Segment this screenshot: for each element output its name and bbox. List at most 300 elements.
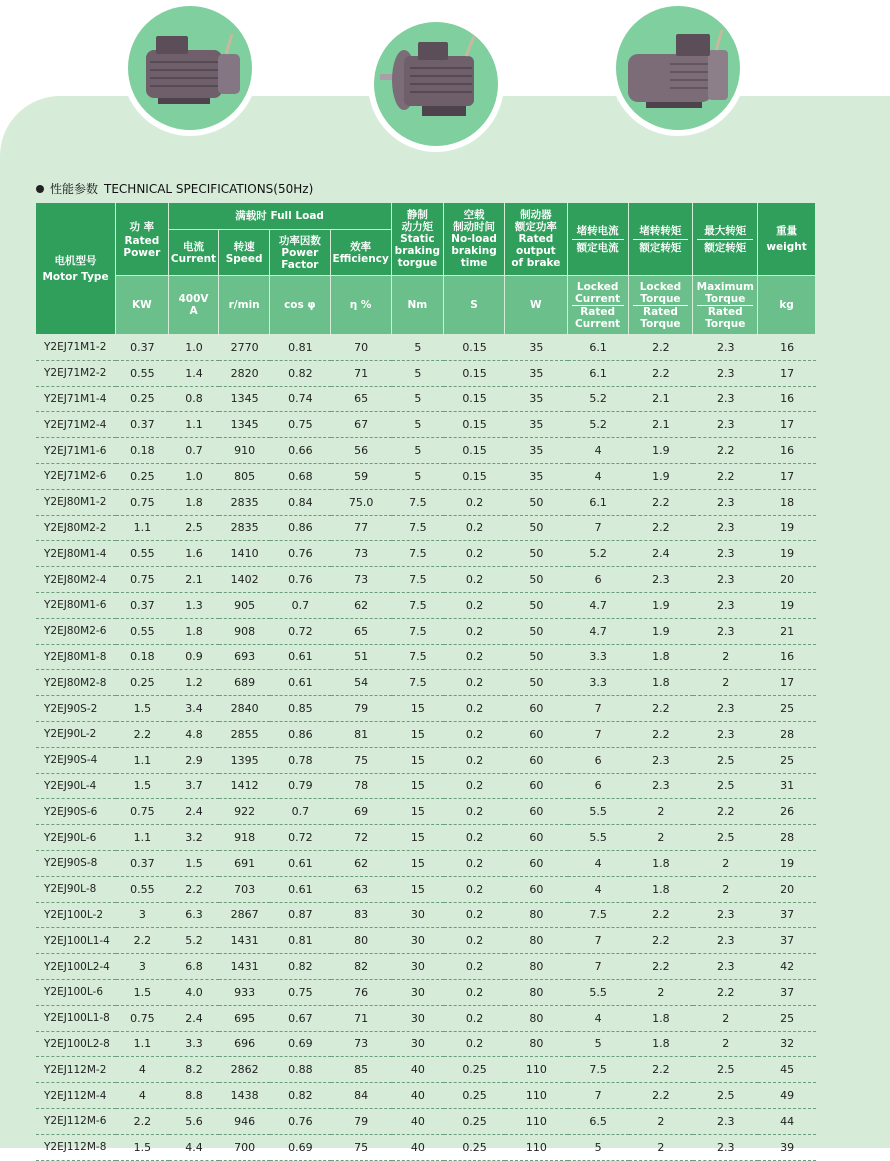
table-cell: 85	[331, 1057, 392, 1083]
table-cell: 75.0	[331, 490, 392, 516]
col-speed: 转速 Speed	[219, 230, 270, 276]
table-cell: 5.5	[568, 980, 629, 1006]
table-cell: 0.2	[444, 825, 505, 851]
table-cell: 0.7	[270, 593, 331, 619]
table-cell: 2835	[219, 516, 270, 542]
motor-type-cell: Y2EJ80M2-6	[36, 619, 116, 645]
table-cell: 73	[331, 541, 392, 567]
table-cell: 1.9	[629, 619, 694, 645]
table-cell: 4	[568, 851, 629, 877]
col-efficiency: 效率 Efficiency	[331, 230, 392, 276]
table-cell: 1.8	[629, 851, 694, 877]
table-cell: 2.2	[169, 877, 220, 903]
table-cell: 1438	[219, 1083, 270, 1109]
table-cell: 80	[331, 928, 392, 954]
table-cell: 0.2	[444, 619, 505, 645]
table-row	[36, 877, 816, 903]
table-cell: 40	[392, 1135, 445, 1161]
table-cell: 75	[331, 1135, 392, 1161]
motor-photo-2	[368, 16, 504, 152]
table-cell: 6.1	[568, 335, 629, 361]
table-cell: 49	[758, 1083, 816, 1109]
table-cell: 0.9	[169, 645, 220, 671]
section-title-en: TECHNICAL SPECIFICATIONS(50Hz)	[104, 181, 314, 196]
table-cell: 0.68	[270, 464, 331, 490]
table-cell: 0.2	[444, 1006, 505, 1032]
table-cell: 2.2	[116, 928, 169, 954]
table-cell: 2.3	[693, 361, 758, 387]
table-cell: 1.2	[169, 670, 220, 696]
motor-type-cell: Y2EJ80M1-4	[36, 541, 116, 567]
table-row	[36, 722, 816, 748]
table-cell: 40	[392, 1109, 445, 1135]
table-cell: 1402	[219, 567, 270, 593]
table-cell: 50	[505, 541, 568, 567]
table-cell: 0.75	[270, 980, 331, 1006]
table-row	[36, 851, 816, 877]
table-cell: 0.2	[444, 954, 505, 980]
table-cell: 2	[629, 1135, 694, 1161]
table-cell: 1.0	[169, 464, 220, 490]
table-cell: 0.15	[444, 464, 505, 490]
table-cell: 80	[505, 954, 568, 980]
table-row	[36, 387, 816, 413]
table-cell: 2.3	[693, 541, 758, 567]
table-cell: 35	[505, 361, 568, 387]
table-cell: 2.2	[629, 1057, 694, 1083]
table-cell: 918	[219, 825, 270, 851]
table-cell: 2.2	[693, 438, 758, 464]
table-cell: 62	[331, 593, 392, 619]
motor-photo-1	[122, 0, 258, 136]
table-cell: 2835	[219, 490, 270, 516]
table-cell: 2.5	[693, 748, 758, 774]
motor-type-cell: Y2EJ80M2-2	[36, 516, 116, 542]
table-cell: 0.61	[270, 851, 331, 877]
spec-table	[36, 203, 816, 1161]
table-cell: 0.75	[270, 412, 331, 438]
motor-type-cell: Y2EJ100L-2	[36, 903, 116, 929]
table-cell: 8.8	[169, 1083, 220, 1109]
table-cell: 0.55	[116, 541, 169, 567]
table-cell: 2.2	[629, 722, 694, 748]
table-cell: 25	[758, 1006, 816, 1032]
table-cell: 2.2	[116, 722, 169, 748]
table-cell: 0.69	[270, 1032, 331, 1058]
table-cell: 110	[505, 1057, 568, 1083]
table-cell: 0.25	[116, 387, 169, 413]
table-cell: 0.7	[270, 799, 331, 825]
table-cell: 1345	[219, 412, 270, 438]
table-cell: 6	[568, 748, 629, 774]
table-cell: 2	[693, 877, 758, 903]
table-cell: 5	[568, 1032, 629, 1058]
table-cell: 2.2	[629, 1083, 694, 1109]
motor-type-cell: Y2EJ112M-4	[36, 1083, 116, 1109]
table-cell: 5.6	[169, 1109, 220, 1135]
col-weight: 重量 weight	[758, 203, 816, 276]
table-cell: 0.2	[444, 516, 505, 542]
table-cell: 1.5	[116, 696, 169, 722]
motor-type-cell: Y2EJ71M1-6	[36, 438, 116, 464]
table-cell: 6.1	[568, 361, 629, 387]
table-cell: 0.72	[270, 619, 331, 645]
table-cell: 0.76	[270, 1109, 331, 1135]
table-cell: 2.2	[116, 1109, 169, 1135]
spec-table-body	[36, 335, 816, 1161]
unit-locked-current: Locked Current Rated Current	[568, 276, 629, 335]
table-cell: 2.2	[629, 335, 694, 361]
table-cell: 5.5	[568, 825, 629, 851]
table-cell: 1.1	[116, 516, 169, 542]
table-cell: 2.9	[169, 748, 220, 774]
table-cell: 6.3	[169, 903, 220, 929]
table-row	[36, 516, 816, 542]
table-cell: 0.2	[444, 645, 505, 671]
table-cell: 67	[331, 412, 392, 438]
motor-type-cell: Y2EJ90L-6	[36, 825, 116, 851]
table-cell: 0.2	[444, 567, 505, 593]
table-cell: 933	[219, 980, 270, 1006]
table-cell: 60	[505, 696, 568, 722]
table-row	[36, 645, 816, 671]
table-cell: 25	[758, 748, 816, 774]
table-cell: 0.15	[444, 335, 505, 361]
table-cell: 32	[758, 1032, 816, 1058]
table-cell: 4	[568, 438, 629, 464]
unit-noload: S	[444, 276, 505, 335]
table-cell: 16	[758, 335, 816, 361]
table-cell: 16	[758, 387, 816, 413]
table-cell: 0.2	[444, 593, 505, 619]
table-cell: 16	[758, 645, 816, 671]
table-cell: 703	[219, 877, 270, 903]
table-cell: 7.5	[392, 593, 445, 619]
table-row	[36, 412, 816, 438]
table-cell: 1.9	[629, 438, 694, 464]
col-brake-output: 制动器 额定功率 Rated output of brake	[505, 203, 568, 276]
table-cell: 5	[392, 335, 445, 361]
motor-type-cell: Y2EJ90S-8	[36, 851, 116, 877]
table-cell: 2.3	[693, 387, 758, 413]
motor-type-cell: Y2EJ80M1-6	[36, 593, 116, 619]
table-cell: 2.3	[693, 619, 758, 645]
table-cell: 40	[392, 1057, 445, 1083]
table-cell: 1.9	[629, 464, 694, 490]
table-cell: 110	[505, 1083, 568, 1109]
table-cell: 0.75	[116, 567, 169, 593]
table-cell: 0.84	[270, 490, 331, 516]
table-cell: 2.3	[693, 516, 758, 542]
table-cell: 0.55	[116, 877, 169, 903]
table-cell: 110	[505, 1135, 568, 1161]
table-cell: 71	[331, 1006, 392, 1032]
table-cell: 1.4	[169, 361, 220, 387]
bullet-icon	[36, 185, 44, 193]
motor-type-cell: Y2EJ90L-4	[36, 774, 116, 800]
table-cell: 80	[505, 1032, 568, 1058]
table-cell: 2.2	[693, 799, 758, 825]
table-cell: 2.3	[693, 696, 758, 722]
table-cell: 2.3	[693, 954, 758, 980]
table-cell: 19	[758, 593, 816, 619]
table-cell: 6	[568, 567, 629, 593]
table-cell: 5	[568, 1135, 629, 1161]
table-cell: 0.15	[444, 361, 505, 387]
table-cell: 0.55	[116, 361, 169, 387]
table-cell: 2.4	[629, 541, 694, 567]
table-cell: 15	[392, 877, 445, 903]
table-cell: 1.6	[169, 541, 220, 567]
table-cell: 60	[505, 722, 568, 748]
table-cell: 26	[758, 799, 816, 825]
table-cell: 2.1	[629, 387, 694, 413]
table-cell: 60	[505, 825, 568, 851]
table-cell: 0.2	[444, 928, 505, 954]
table-cell: 30	[392, 1032, 445, 1058]
table-cell: 5.2	[169, 928, 220, 954]
motor-type-cell: Y2EJ90L-8	[36, 877, 116, 903]
table-row	[36, 490, 816, 516]
table-cell: 5.2	[568, 541, 629, 567]
table-cell: 2.1	[629, 412, 694, 438]
table-cell: 50	[505, 670, 568, 696]
table-cell: 2.3	[693, 1109, 758, 1135]
table-cell: 1.1	[116, 825, 169, 851]
table-cell: 0.8	[169, 387, 220, 413]
table-cell: 0.2	[444, 851, 505, 877]
table-cell: 2.3	[693, 412, 758, 438]
table-row	[36, 464, 816, 490]
motor-type-cell: Y2EJ71M1-2	[36, 335, 116, 361]
table-cell: 60	[505, 799, 568, 825]
table-cell: 0.74	[270, 387, 331, 413]
table-cell: 0.76	[270, 541, 331, 567]
spec-table-wrap	[36, 203, 816, 1161]
table-cell: 28	[758, 722, 816, 748]
table-cell: 0.25	[444, 1135, 505, 1161]
table-cell: 7.5	[392, 490, 445, 516]
table-cell: 0.72	[270, 825, 331, 851]
table-cell: 2.5	[693, 1083, 758, 1109]
table-cell: 691	[219, 851, 270, 877]
table-cell: 0.37	[116, 851, 169, 877]
table-cell: 922	[219, 799, 270, 825]
table-cell: 37	[758, 928, 816, 954]
motor-type-cell: Y2EJ100L-6	[36, 980, 116, 1006]
table-cell: 0.69	[270, 1135, 331, 1161]
motor-type-cell: Y2EJ71M1-4	[36, 387, 116, 413]
table-cell: 2.2	[629, 361, 694, 387]
table-cell: 4.7	[568, 593, 629, 619]
unit-current: 400V A	[169, 276, 220, 335]
table-row	[36, 903, 816, 929]
table-cell: 2.3	[693, 903, 758, 929]
motor-type-cell: Y2EJ90S-6	[36, 799, 116, 825]
table-cell: 79	[331, 696, 392, 722]
table-cell: 2770	[219, 335, 270, 361]
table-cell: 2.3	[629, 774, 694, 800]
table-cell: 84	[331, 1083, 392, 1109]
table-cell: 59	[331, 464, 392, 490]
table-cell: 3.4	[169, 696, 220, 722]
table-cell: 2855	[219, 722, 270, 748]
table-cell: 50	[505, 516, 568, 542]
motor-type-cell: Y2EJ100L2-4	[36, 954, 116, 980]
table-cell: 0.25	[116, 464, 169, 490]
col-noload-time: 空载 制动时间 No-load braking time	[444, 203, 505, 276]
table-cell: 15	[392, 774, 445, 800]
table-cell: 80	[505, 903, 568, 929]
table-cell: 7.5	[392, 516, 445, 542]
table-cell: 35	[505, 335, 568, 361]
table-cell: 60	[505, 851, 568, 877]
table-cell: 0.82	[270, 954, 331, 980]
col-full-load: 满载时 Full Load	[169, 203, 392, 230]
table-cell: 80	[505, 1006, 568, 1032]
table-cell: 15	[392, 748, 445, 774]
table-cell: 73	[331, 567, 392, 593]
table-row	[36, 928, 816, 954]
table-cell: 3.3	[568, 645, 629, 671]
table-cell: 0.81	[270, 335, 331, 361]
unit-max-torque: Maximum Torque Rated Torque	[693, 276, 758, 335]
table-cell: 2.5	[169, 516, 220, 542]
unit-static: Nm	[392, 276, 445, 335]
motor-type-cell: Y2EJ71M2-2	[36, 361, 116, 387]
table-cell: 30	[392, 954, 445, 980]
table-cell: 19	[758, 541, 816, 567]
motor-type-cell: Y2EJ90L-2	[36, 722, 116, 748]
table-cell: 4	[116, 1057, 169, 1083]
table-cell: 3.3	[169, 1032, 220, 1058]
table-cell: 2.2	[629, 516, 694, 542]
table-cell: 0.86	[270, 722, 331, 748]
table-cell: 1.1	[116, 748, 169, 774]
table-cell: 5	[392, 387, 445, 413]
table-cell: 5.2	[568, 412, 629, 438]
table-cell: 5.5	[568, 799, 629, 825]
table-cell: 0.15	[444, 387, 505, 413]
motor-type-cell: Y2EJ80M1-2	[36, 490, 116, 516]
motor-type-cell: Y2EJ100L2-8	[36, 1032, 116, 1058]
table-row	[36, 980, 816, 1006]
table-cell: 2	[693, 670, 758, 696]
table-cell: 2.2	[629, 954, 694, 980]
table-cell: 25	[758, 696, 816, 722]
table-cell: 4.8	[169, 722, 220, 748]
col-power: 功 率 Rated Power	[116, 203, 169, 276]
motor-photo-3	[610, 0, 746, 136]
table-cell: 2	[629, 980, 694, 1006]
table-cell: 50	[505, 567, 568, 593]
table-cell: 2.2	[693, 980, 758, 1006]
table-cell: 15	[392, 799, 445, 825]
table-cell: 60	[505, 774, 568, 800]
motor-type-cell: Y2EJ100L1-4	[36, 928, 116, 954]
table-cell: 0.2	[444, 774, 505, 800]
table-cell: 20	[758, 567, 816, 593]
table-cell: 0.2	[444, 799, 505, 825]
table-cell: 0.78	[270, 748, 331, 774]
table-cell: 56	[331, 438, 392, 464]
table-cell: 7.5	[392, 670, 445, 696]
table-row	[36, 541, 816, 567]
table-cell: 0.2	[444, 980, 505, 1006]
table-cell: 0.2	[444, 670, 505, 696]
table-cell: 2.4	[169, 1006, 220, 1032]
table-cell: 72	[331, 825, 392, 851]
motor-type-cell: Y2EJ90S-2	[36, 696, 116, 722]
table-cell: 62	[331, 851, 392, 877]
unit-pf: cos φ	[270, 276, 331, 335]
table-cell: 1.5	[116, 1135, 169, 1161]
table-cell: 77	[331, 516, 392, 542]
table-row	[36, 438, 816, 464]
table-row	[36, 567, 816, 593]
table-cell: 15	[392, 851, 445, 877]
table-cell: 17	[758, 412, 816, 438]
table-cell: 37	[758, 903, 816, 929]
table-cell: 3	[116, 903, 169, 929]
table-cell: 689	[219, 670, 270, 696]
table-cell: 2862	[219, 1057, 270, 1083]
motor-type-cell: Y2EJ112M-6	[36, 1109, 116, 1135]
table-cell: 0.25	[116, 670, 169, 696]
table-cell: 0.79	[270, 774, 331, 800]
table-row	[36, 696, 816, 722]
table-cell: 4	[568, 1006, 629, 1032]
table-cell: 0.61	[270, 645, 331, 671]
table-cell: 70	[331, 335, 392, 361]
table-cell: 51	[331, 645, 392, 671]
table-cell: 1.8	[629, 1006, 694, 1032]
table-cell: 63	[331, 877, 392, 903]
table-cell: 2820	[219, 361, 270, 387]
table-cell: 2.4	[169, 799, 220, 825]
table-row	[36, 619, 816, 645]
table-cell: 1.1	[116, 1032, 169, 1058]
table-cell: 2	[629, 825, 694, 851]
table-cell: 76	[331, 980, 392, 1006]
col-locked-current: 堵转电流 额定电流	[568, 203, 629, 276]
table-cell: 0.15	[444, 438, 505, 464]
table-cell: 2	[693, 1006, 758, 1032]
table-cell: 7.5	[568, 903, 629, 929]
table-cell: 4.7	[568, 619, 629, 645]
table-cell: 2	[629, 799, 694, 825]
table-cell: 0.2	[444, 903, 505, 929]
table-cell: 15	[392, 696, 445, 722]
col-power-factor: 功率因数 Power Factor	[270, 230, 331, 276]
unit-locked-torque: Locked Torque Rated Torque	[629, 276, 694, 335]
table-cell: 15	[392, 825, 445, 851]
table-cell: 0.2	[444, 722, 505, 748]
motor-type-cell: Y2EJ100L1-8	[36, 1006, 116, 1032]
table-cell: 2.2	[629, 928, 694, 954]
col-locked-torque: 堵转转矩 额定转矩	[629, 203, 694, 276]
table-cell: 7	[568, 928, 629, 954]
table-cell: 0.2	[444, 877, 505, 903]
table-cell: 0.76	[270, 567, 331, 593]
table-cell: 20	[758, 877, 816, 903]
table-cell: 1395	[219, 748, 270, 774]
table-cell: 78	[331, 774, 392, 800]
table-cell: 0.25	[444, 1057, 505, 1083]
table-cell: 5.2	[568, 387, 629, 413]
unit-speed: r/min	[219, 276, 270, 335]
table-cell: 83	[331, 903, 392, 929]
